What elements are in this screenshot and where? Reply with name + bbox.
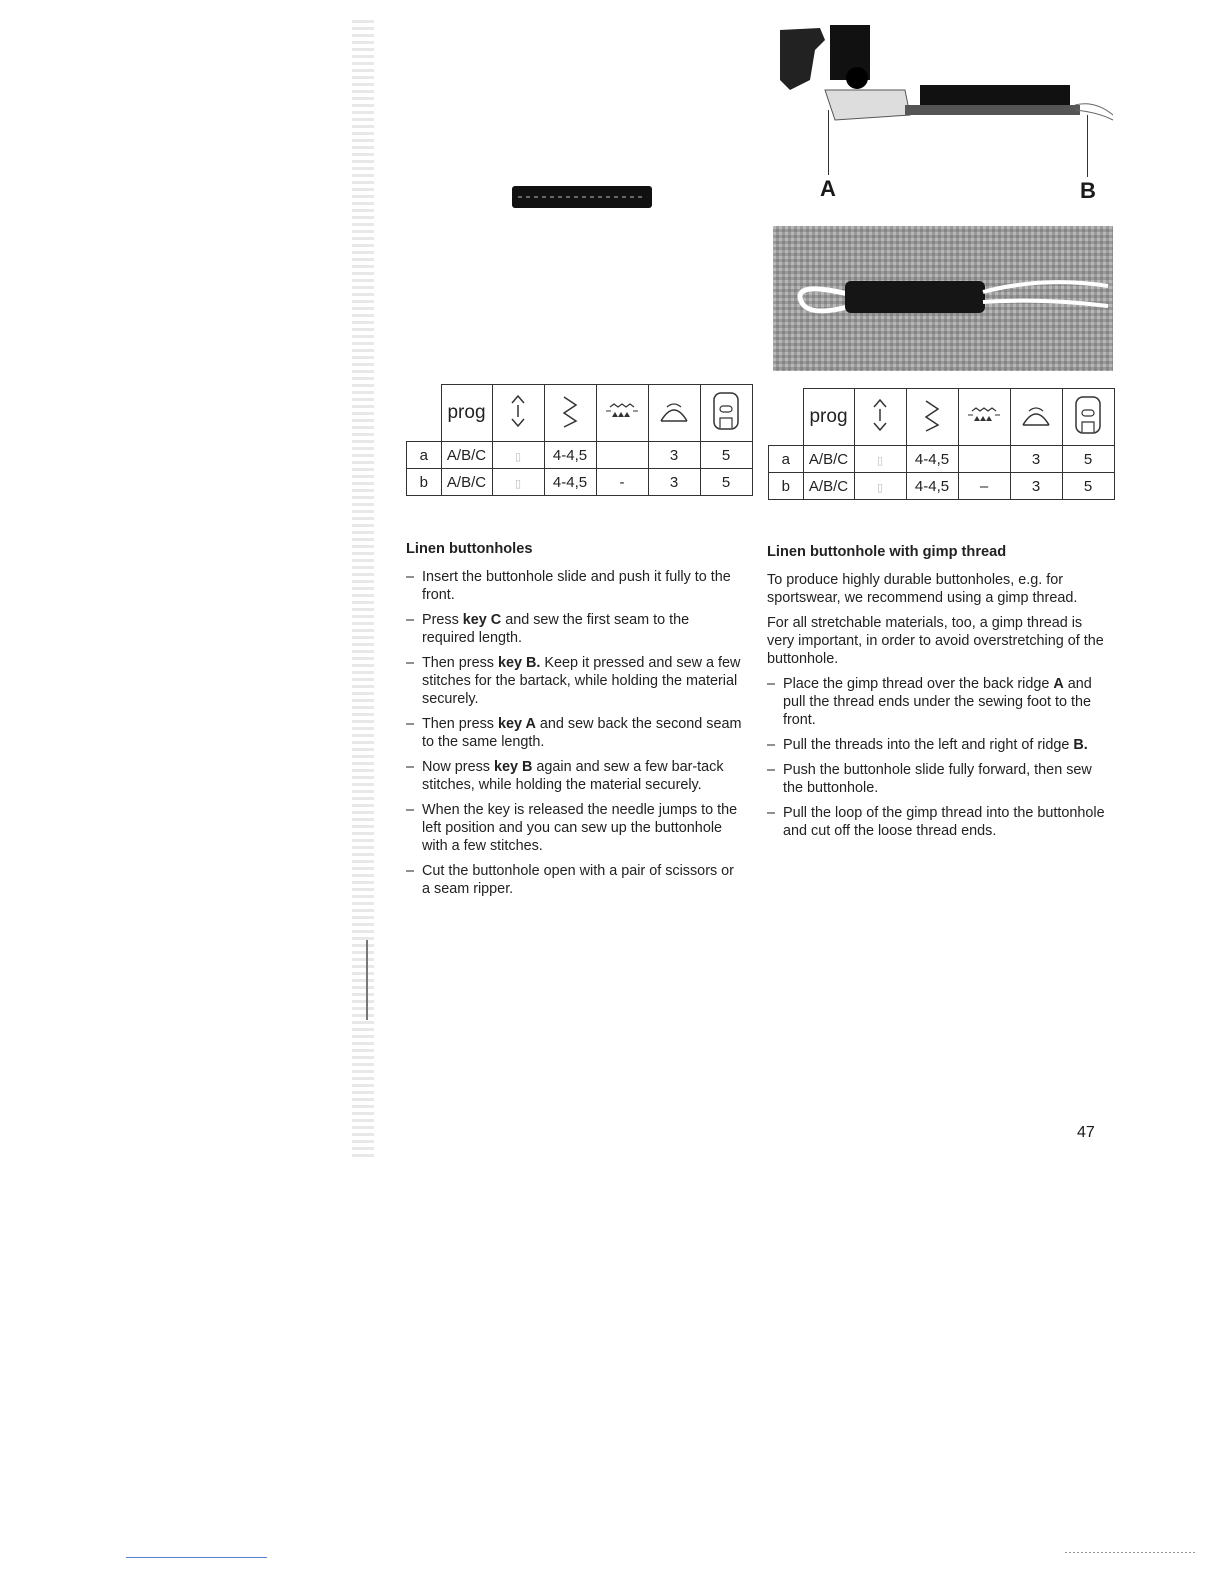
list-item: – Pull the loop of the gimp thread into the buttonhole and cut off the loose thread ends. bbox=[767, 804, 1107, 840]
prog-cell: A/B/C bbox=[441, 442, 492, 469]
feed-dog-icon bbox=[596, 385, 648, 442]
feed-cell bbox=[958, 446, 1010, 473]
list-item: – Then press key A and sew back the second seam to the same length. bbox=[406, 715, 742, 751]
prog-cell: A/B/C bbox=[803, 446, 854, 473]
list-item: – Pull the threads into the left and right of ridge B. bbox=[767, 736, 1107, 754]
section-title: Linen buttonholes bbox=[406, 541, 533, 557]
intro-paragraph: To produce highly durable buttonholes, e.g. for sportswear, we recommend using a gimp thread. bbox=[767, 572, 1078, 606]
list-item: – Then press key B. Keep it pressed and sew a few stitches for the bartack, while holding the material securely. bbox=[406, 654, 742, 708]
tension-cell: 3 bbox=[1010, 473, 1062, 500]
list-item: – When the key is released the needle jumps to the left position and you can sew up the buttonhole with a few stitches. bbox=[406, 801, 742, 855]
thread-tension-icon bbox=[1010, 389, 1062, 446]
table-row bbox=[407, 442, 753, 469]
gimp-buttonhole-photo bbox=[773, 226, 1113, 371]
buttonhole-sample-image bbox=[512, 186, 652, 208]
tension-cell: 3 bbox=[648, 442, 700, 469]
row-label: b bbox=[769, 473, 804, 500]
label-b-pointer bbox=[1087, 115, 1088, 177]
list-item: – Now press key B again and sew a few bar-tack stitches, while holding the material securely. bbox=[406, 758, 742, 794]
linen-buttonholes-section bbox=[406, 540, 742, 905]
feed-cell: - bbox=[596, 469, 648, 496]
list-item: – Cut the buttonhole open with a pair of scissors or a seam ripper. bbox=[406, 862, 742, 898]
buttonhole-symbol-icon: ▯ bbox=[514, 450, 522, 463]
settings-table-gimp bbox=[768, 388, 1115, 500]
row-label: b bbox=[407, 469, 442, 496]
scan-artifact-line bbox=[126, 1557, 267, 1558]
foot-cell: 5 bbox=[700, 469, 752, 496]
buttonhole-symbol-icon: ▯ bbox=[514, 477, 522, 490]
stitch-length-cell bbox=[854, 446, 906, 473]
settings-table-linen bbox=[406, 384, 753, 496]
presser-foot-icon bbox=[700, 385, 752, 442]
stitch-width-cell: 4-4,5 bbox=[544, 469, 596, 496]
stitch-length-cell bbox=[492, 469, 544, 496]
feed-dog-icon bbox=[958, 389, 1010, 446]
list-item: – Press key C and sew the first seam to the required length. bbox=[406, 611, 742, 647]
stitch-width-cell: 4-4,5 bbox=[544, 442, 596, 469]
stitch-length-icon bbox=[492, 385, 544, 442]
prog-header: prog bbox=[441, 385, 492, 442]
prog-header: prog bbox=[803, 389, 854, 446]
presser-foot-icon bbox=[1062, 389, 1114, 446]
presser-foot-photo bbox=[775, 20, 1115, 145]
intro-paragraph: For all stretchable materials, too, a gimp thread is very important, in order to avoid overstretching of the buttonhole. bbox=[767, 615, 1104, 667]
buttonhole-symbol-icon: ▯ bbox=[876, 454, 884, 467]
table-row bbox=[769, 446, 1115, 473]
stitch-length-cell bbox=[854, 473, 906, 500]
feed-cell bbox=[596, 442, 648, 469]
thread-tension-icon bbox=[648, 385, 700, 442]
foot-cell: 5 bbox=[700, 442, 752, 469]
binding-mark bbox=[366, 940, 368, 1020]
foot-cell: 5 bbox=[1062, 446, 1114, 473]
list-item: – Place the gimp thread over the back ridge A and pull the thread ends under the sewing foot to the front. bbox=[767, 675, 1107, 729]
table-row bbox=[407, 469, 753, 496]
gimp-thread-section bbox=[767, 543, 1107, 847]
list-item: – Insert the buttonhole slide and push it fully to the front. bbox=[406, 568, 742, 604]
stitch-width-icon bbox=[544, 385, 596, 442]
tension-cell: 3 bbox=[648, 469, 700, 496]
scan-artifact-dots bbox=[1065, 1552, 1195, 1553]
table-row bbox=[769, 473, 1115, 500]
prog-cell: A/B/C bbox=[441, 469, 492, 496]
buttonhole-symbol-icon: ▯ bbox=[876, 481, 884, 494]
stitch-width-cell: 4-4,5 bbox=[906, 446, 958, 473]
binding-shadow bbox=[352, 20, 374, 1160]
section-title: Linen buttonhole with gimp thread bbox=[767, 544, 1007, 560]
row-label: a bbox=[407, 442, 442, 469]
stitch-length-icon bbox=[854, 389, 906, 446]
step-list bbox=[406, 568, 742, 898]
page-number: 47 bbox=[1077, 1124, 1095, 1141]
row-label: a bbox=[769, 446, 804, 473]
step-list bbox=[767, 675, 1107, 840]
list-item: – Push the buttonhole slide fully forward, then sew the buttonhole. bbox=[767, 761, 1107, 797]
prog-cell: A/B/C bbox=[803, 473, 854, 500]
tension-cell: 3 bbox=[1010, 446, 1062, 473]
figure-label-a: A bbox=[820, 176, 836, 201]
feed-cell: – bbox=[958, 473, 1010, 500]
stitch-width-icon bbox=[906, 389, 958, 446]
label-a-pointer bbox=[828, 110, 829, 175]
foot-cell: 5 bbox=[1062, 473, 1114, 500]
stitch-width-cell: 4-4,5 bbox=[906, 473, 958, 500]
stitch-length-cell bbox=[492, 442, 544, 469]
figure-label-b: B bbox=[1080, 178, 1096, 203]
